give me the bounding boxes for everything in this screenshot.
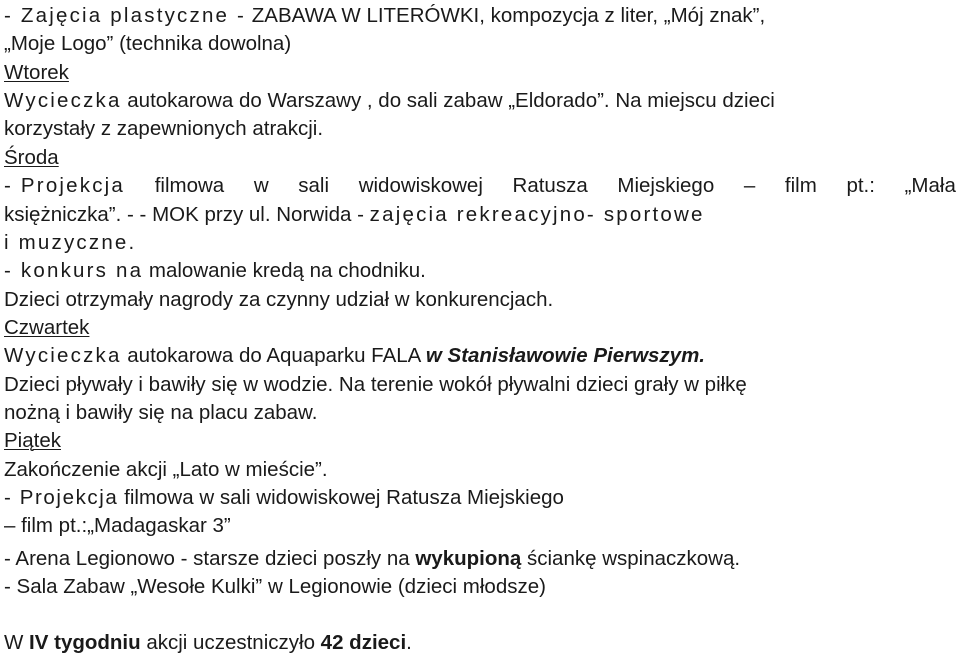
line-summary xyxy=(4,629,412,657)
summary-text-end: . xyxy=(406,631,412,654)
line-warsaw-trip xyxy=(4,87,775,115)
line-attractions: korzystały z zapewnionych atrakcji. xyxy=(4,117,324,140)
line-logo-text: „Moje Logo” (technika dowolna) xyxy=(4,32,292,55)
word: pt.: xyxy=(846,174,875,197)
word: w xyxy=(253,174,269,197)
line-madagascar: – film pt.:„Madagaskar 3” xyxy=(4,514,231,537)
word: film xyxy=(784,174,817,197)
week-bold: IV tygodniu xyxy=(29,631,141,654)
contest-text: malowanie kredą na chodniku. xyxy=(143,259,426,282)
trip-text: autokarowa do Warszawy , do sali zabaw „Eldorado”. Na miejscu dzieci xyxy=(121,89,775,112)
word: Ratusza xyxy=(512,174,588,197)
trip-text: autokarowa do Aquaparku FALA xyxy=(121,344,426,367)
heading-friday: Piątek xyxy=(4,429,61,452)
word: sali xyxy=(298,174,330,197)
line-screening xyxy=(4,172,956,200)
word: – xyxy=(743,174,756,197)
line-kulki: - Sala Zabaw „Wesołe Kulki” w Legionowie (dzieci młodsze) xyxy=(4,575,546,598)
location-text: w Stanisławowie Pierwszym. xyxy=(425,344,706,367)
line-prizes: Dzieci otrzymały nagrody za czynny udział w konkurencjach. xyxy=(4,288,554,311)
line-music: i muzyczne. xyxy=(4,231,137,254)
word: filmowa xyxy=(154,174,225,197)
line-screening-2 xyxy=(4,484,564,512)
screening-label: - Projekcja xyxy=(4,174,126,197)
line-chalk-contest xyxy=(4,257,426,285)
summary-text-mid: akcji uczestniczyło xyxy=(140,631,321,654)
line-aquapark-trip xyxy=(4,342,705,370)
screening-label: - Projekcja xyxy=(4,486,119,509)
line-princess-mok xyxy=(4,201,705,229)
screening-text: filmowa w sali widowiskowej Ratusza Miejskiego xyxy=(118,486,564,509)
line-swimming: Dzieci pływały i bawiły się w wodzie. Na terenie wokół pływalni dzieci grały w piłkę xyxy=(4,373,747,396)
line-arena xyxy=(4,545,740,573)
trip-label: Wycieczka xyxy=(4,344,122,367)
line-playground: nożną i bawiły się na placu zabaw. xyxy=(4,401,318,424)
activity-label: - Zajęcia plastyczne - xyxy=(4,4,247,27)
word: „Mała xyxy=(904,174,956,197)
activity-text: ZABAWA W LITERÓWKI, kompozycja z liter, „Mój znak”, xyxy=(246,4,766,27)
contest-label: - konkurs na xyxy=(4,259,144,282)
trip-label: Wycieczka xyxy=(4,89,122,112)
heading-thursday: Czwartek xyxy=(4,316,90,339)
arena-text: - Arena Legionowo - starsze dzieci poszły na xyxy=(4,547,416,570)
summary-text: W xyxy=(4,631,30,654)
word: widowiskowej xyxy=(358,174,483,197)
word: Miejskiego xyxy=(617,174,715,197)
sports-label: zajęcia rekreacyjno- sportowe xyxy=(369,203,705,226)
heading-wednesday: Środa xyxy=(4,146,59,169)
arena-bold: wykupioną xyxy=(415,547,522,570)
line-art-activities xyxy=(4,2,765,30)
count-bold: 42 dzieci xyxy=(320,631,407,654)
princess-text: księżniczka”. - - MOK przy ul. Norwida - xyxy=(4,203,370,226)
heading-tuesday: Wtorek xyxy=(4,61,69,84)
line-ending: Zakończenie akcji „Lato w mieście”. xyxy=(4,458,328,481)
arena-text-end: ściankę wspinaczkową. xyxy=(521,547,741,570)
